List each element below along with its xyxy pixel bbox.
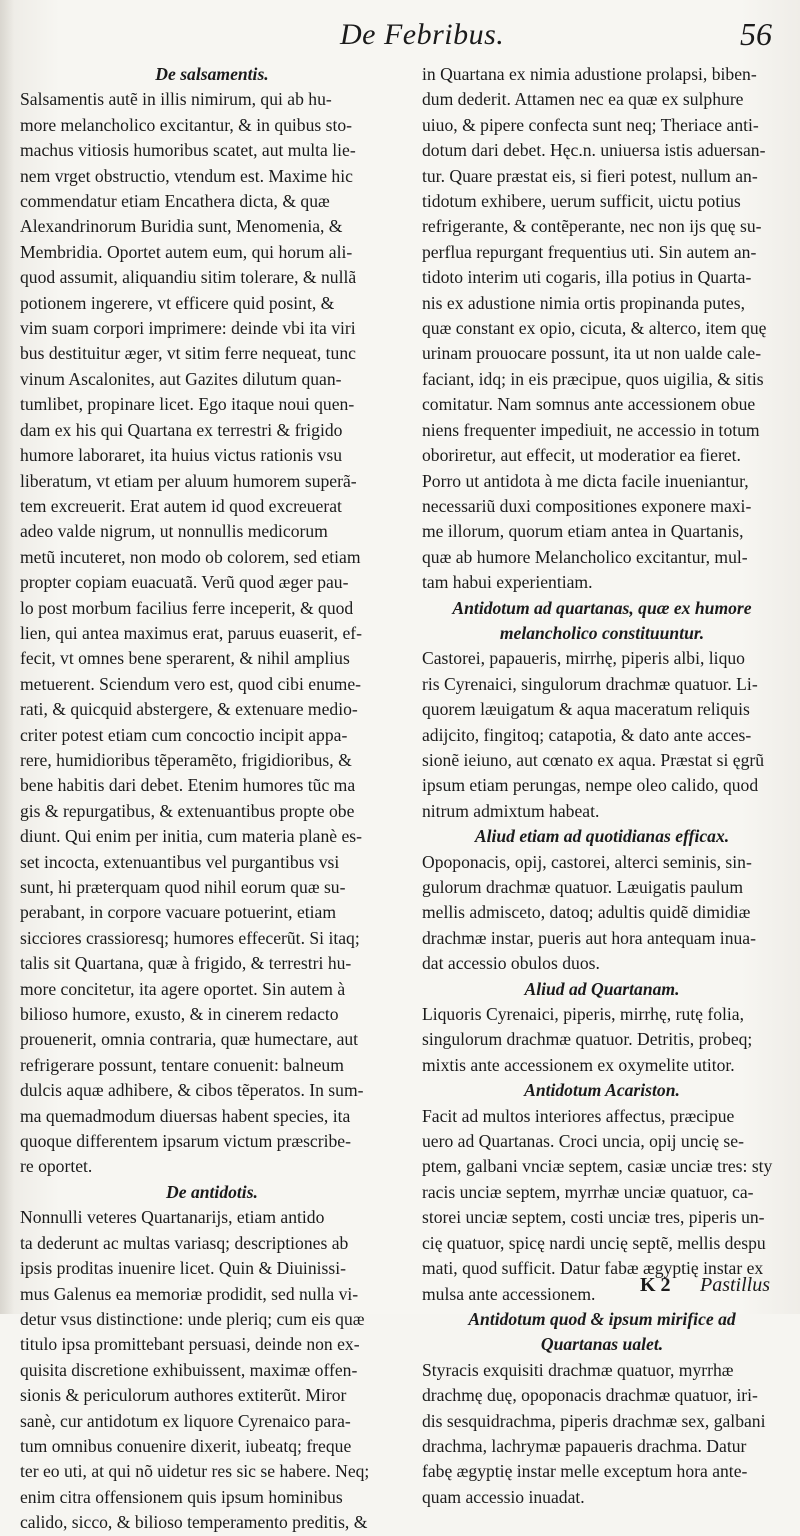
text-line: vim suam corpori imprimere: deinde vbi ita viri [20, 318, 356, 339]
text-line: enim citra offensionem quis ipsum hominibus [20, 1486, 343, 1507]
text-line: sanè, cur antidotum ex liquore Cyrenaico para- [20, 1410, 351, 1431]
text-line: tidotum exhibere, uerum sufficit, uictu potius [422, 191, 741, 212]
text-line: criter potest etiam cum concoctio incipit appa- [20, 724, 348, 745]
text-line: nem vrget obstructio, vtendum est. Maxime hic [20, 165, 353, 186]
text-line: lo post morbum facilius ferre inceperit, & quod [20, 597, 354, 618]
gutter-shadow [0, 0, 14, 1314]
text-line: drachmę duę, opoponacis drachmæ quatuor, iri- [422, 1385, 758, 1406]
text-line: in Quartana ex nimia adustione prolapsi, biben- [422, 64, 757, 84]
text-line: sionẽ ieiuno, aut cœnato ex aqua. Præstat si ęgrũ [422, 749, 765, 770]
text-line: nis ex adustione nimia ortis propinanda putes, [422, 292, 745, 313]
text-line: faciant, idq; in eis præcipue, quos uigilia, & sitis [422, 368, 764, 389]
text-line: tem excreuerit. Erat autem id quod excreuerat [20, 495, 342, 516]
section-heading: De salsamentis. [155, 64, 269, 84]
page-number: 56 [740, 16, 772, 52]
text-line: singulorum drachmæ quatuor. Detritis, probeq; [422, 1029, 753, 1050]
text-line: tidoto interim uti cogaris, illa potius in Quarta- [422, 267, 752, 288]
text-line: ipsis proditas inuenire licet. Quin & Diuinissi- [20, 1258, 346, 1279]
text-line: quæ ab humore Melancholico excitantur, mul- [422, 546, 748, 567]
text-line: gulorum drachmæ quatuor. Læuigatis paulum [422, 877, 744, 897]
text-line: adijcito, fingitoq; catapotia, & dato ante acces- [422, 724, 752, 745]
catchword: Pastillus [700, 1274, 771, 1296]
text-line: tumlibet, propinare licet. Ego itaque noui quen- [20, 394, 355, 415]
text-line: talis sit Quartana, quæ à frigido, & terrestri hu- [20, 953, 352, 974]
text-line: comitatur. Nam somnus ante accessionem obue [422, 394, 756, 415]
text-line: metuerent. Sciendum vero est, quod cibi enume- [20, 673, 362, 694]
text-line: Membridia. Oportet autem eum, qui horum ali- [20, 241, 353, 262]
text-line: Facit ad multos interiores affectus, præcipue [422, 1105, 735, 1126]
left-column [20, 62, 404, 1536]
text-line: ptem, galbani vnciæ septem, casiæ unciæ tres: sty [422, 1156, 773, 1177]
signature-mark: K 2 [640, 1274, 671, 1296]
text-line: Liquoris Cyrenaici, piperis, mirrhę, rutę folia, [422, 1004, 744, 1025]
text-line: ter eo uti, at qui nõ uidetur res sic se habere. Neq; [20, 1461, 370, 1482]
section-heading: melancholico constituuntur. [499, 622, 705, 643]
text-line: perflua repurgant frequentius uti. Sin autem an- [422, 241, 757, 262]
text-line: Opoponacis, opij, castorei, alterci seminis, sin- [422, 851, 752, 872]
text-line: quam accessio inuadat. [422, 1486, 585, 1507]
text-line: mus Galenus ea memoriæ prodidit, sed nulla vi- [20, 1283, 359, 1304]
page-footer [0, 1274, 800, 1304]
text-line: Styracis exquisiti drachmæ quatuor, myrrhæ [422, 1359, 734, 1380]
text-line: diunt. Qui enim per initia, cum materia planè es- [20, 826, 362, 847]
text-line: tum omnibus conuenire dixerit, iubeatq; freque [20, 1435, 352, 1456]
text-line: sunt, hi præterquam quod nihil eorum quæ su- [20, 877, 346, 897]
text-line: vinum Ascalonites, aut Gazites dilutum quan- [20, 368, 342, 389]
text-line: dotum dari debet. Hęc.n. uniuersa istis aduersan- [422, 140, 766, 161]
text-line: Nonnulli veteres Quartanarijs, etiam antido [20, 1207, 325, 1228]
text-line: dam ex his qui Quartana ex terrestri & frigido [20, 419, 343, 440]
text-line: humore laboraret, ita huius victus rationis vsu [20, 445, 342, 466]
text-line: urinam prouocare possunt, ita ut non ualde cale- [422, 343, 762, 364]
text-line: Salsamentis autẽ in illis nimirum, qui ab hu- [20, 89, 332, 110]
text-line: machus vitiosis humoribus scatet, aut multa lie- [20, 140, 356, 161]
text-line: storei unciæ septem, costi unciæ tres, piperis un- [422, 1207, 765, 1228]
section-heading: Aliud etiam ad quotidianas efficax. [474, 826, 730, 847]
text-line: refrigerante, & contẽperante, nec non ijs quę su- [422, 216, 762, 237]
text-line: set incocta, extenuantibus vel purgantibus vsi [20, 851, 340, 872]
text-line: me illorum, quorum etiam antea in Quartanis, [422, 521, 744, 542]
text-line: niens frequenter impediuit, ne accessio in totum [422, 419, 760, 440]
section-heading: Antidotum ad quartanas, quæ ex humore [452, 597, 752, 618]
text-line: bene habitis dari debet. Etenim humores tũc ma [20, 775, 356, 796]
text-line: bilioso humore, exusto, & in cinerem redacto [20, 1004, 339, 1025]
page-header [0, 14, 800, 58]
text-line: ta dederunt ac multas variasq; descriptiones ab [20, 1232, 349, 1253]
text-line: perabant, in corpore vacuare potuerint, etiam [20, 902, 337, 923]
text-line: sionis & periculorum authores extiterũt. Miror [20, 1385, 347, 1406]
text-line: detur vsus distinctione: unde pleriq; cum eis quæ [20, 1308, 365, 1329]
text-line: propter copiam euacuatã. Verũ quod æger pau- [20, 572, 349, 593]
section-heading: Antidotum Acariston. [524, 1080, 680, 1101]
text-line: calido, sicco, & bilioso temperamento preditis, & [20, 1512, 368, 1533]
text-line: nitrum admixtum habeat. [422, 800, 600, 821]
text-line: ma quemadmodum diuersas habent species, ita [20, 1105, 351, 1126]
section-heading: Aliud ad Quartanam. [524, 978, 680, 999]
text-line: cię quatuor, spicę nardi uncię septẽ, mellis despu [422, 1232, 766, 1253]
section-heading: De antidotis. [166, 1181, 258, 1202]
text-line: titulo ipsa promittebant persuasi, deinde non ex- [20, 1334, 360, 1355]
text-line: tam habui experientiam. [422, 572, 593, 593]
running-title: De Febribus. [340, 18, 505, 51]
text-line: quisita discretione exhibuissent, maximæ offen- [20, 1359, 358, 1380]
text-line: bus destituitur æger, vt sitim ferre nequeat, tunc [20, 343, 356, 364]
text-line: mellis admisceto, datoq; adultis quidẽ dimidiæ [422, 902, 751, 923]
text-line: dat accessio obulos duos. [422, 953, 600, 974]
section-heading: Antidotum quod & ipsum mirifice ad [468, 1308, 736, 1329]
text-line: metũ incuteret, non modo ob colorem, sed etiam [20, 546, 361, 567]
text-line: gis & repurgatibus, & extenuantibus propte obe [20, 800, 355, 821]
text-line: fabę ægyptię instar melle exceptum hora ante- [422, 1461, 748, 1482]
text-line: Alexandrinorum Buridia sunt, Menomenia, & [20, 216, 343, 237]
text-line: mati, quod sufficit. Datur fabæ ægyptię instar ex [422, 1258, 764, 1279]
text-line: re oportet. [20, 1156, 93, 1177]
text-line: more concitetur, ita agere oportet. Sin autem à [20, 978, 346, 999]
text-line: more melancholico excitantur, & in quibus sto- [20, 114, 353, 135]
text-line: ipsum etiam perungas, nempe oleo calido, quod [422, 775, 759, 796]
text-line: commendatur etiam Encathera dicta, & quæ [20, 191, 330, 212]
text-line: racis unciæ septem, myrrhæ unciæ quatuor, ca- [422, 1181, 754, 1202]
text-line: Porro ut antidota à me dicta facile inueniantur, [422, 470, 749, 491]
text-line: mulsa ante accessionem. [422, 1283, 596, 1304]
text-line: oboriretur, aut effecit, ut moderatior ea fieret. [422, 445, 741, 466]
text-line: fecit, vt omnes bene sperarent, & nihil amplius [20, 648, 350, 669]
text-line: dum dederit. Attamen nec ea quæ ex sulphure [422, 89, 744, 110]
text-line: tur. Quare præstat eis, si fieri potest, nullum an- [422, 165, 758, 186]
text-line: liberatum, vt etiam per aluum humorem superã- [20, 470, 357, 491]
text-line: quoque differentem ipsarum victum præscribe- [20, 1131, 351, 1152]
text-line: rati, & quicquid abstergere, & extenuare medio- [20, 699, 358, 720]
text-line: dis sesquidrachma, piperis drachmæ sex, galbani [422, 1410, 766, 1431]
text-line: prouenerit, omnia contraria, quæ humectare, aut [20, 1029, 359, 1050]
section-heading: Quartanas ualet. [540, 1334, 664, 1355]
text-line: mixtis ante accessionem ex oxymelite utitor. [422, 1054, 735, 1075]
text-line: sicciores crassioresq; humores effecerũt. Si itaq; [20, 927, 360, 948]
text-line: uiuo, & pipere confecta sunt neq; Theriace anti- [422, 114, 759, 135]
text-line: quæ constant ex opio, cicuta, & alterco, item quę [422, 318, 767, 339]
text-line: drachma, lachrymæ papaueris drachma. Datur [422, 1435, 747, 1456]
text-line: ris Cyrenaici, singulorum drachmæ quatuor. Li- [422, 673, 758, 694]
text-line: potionem ingerere, vt efficere quid posint, & [20, 292, 335, 313]
text-line: dulcis aquæ adhibere, & cibos tẽperatos. In sum- [20, 1080, 364, 1101]
text-line: uero ad Quartanas. Croci uncia, opij uncię se- [422, 1131, 744, 1152]
text-line: refrigerare possunt, tentare conuenit: balneum [20, 1054, 344, 1075]
text-line: necessariũ duxi compositiones exponere maxi- [422, 495, 752, 516]
text-line: adeo valde nigrum, ut nonnullis medicorum [20, 521, 328, 542]
text-line: quod assumit, aliquandiu sitim tolerare, & nullã [20, 267, 357, 288]
text-line: drachmæ instar, pueris aut hora antequam inua- [422, 927, 756, 948]
text-line: lien, qui antea maximus erat, paruus euaserit, ef- [20, 622, 362, 643]
text-line: rere, humidioribus tẽperamẽto, frigidioribus, & [20, 749, 352, 770]
text-line: Castorei, papaueris, mirrhę, piperis albi, liquo [422, 648, 745, 669]
text-line: quorem læuigatum & aqua maceratum reliquis [422, 699, 750, 720]
